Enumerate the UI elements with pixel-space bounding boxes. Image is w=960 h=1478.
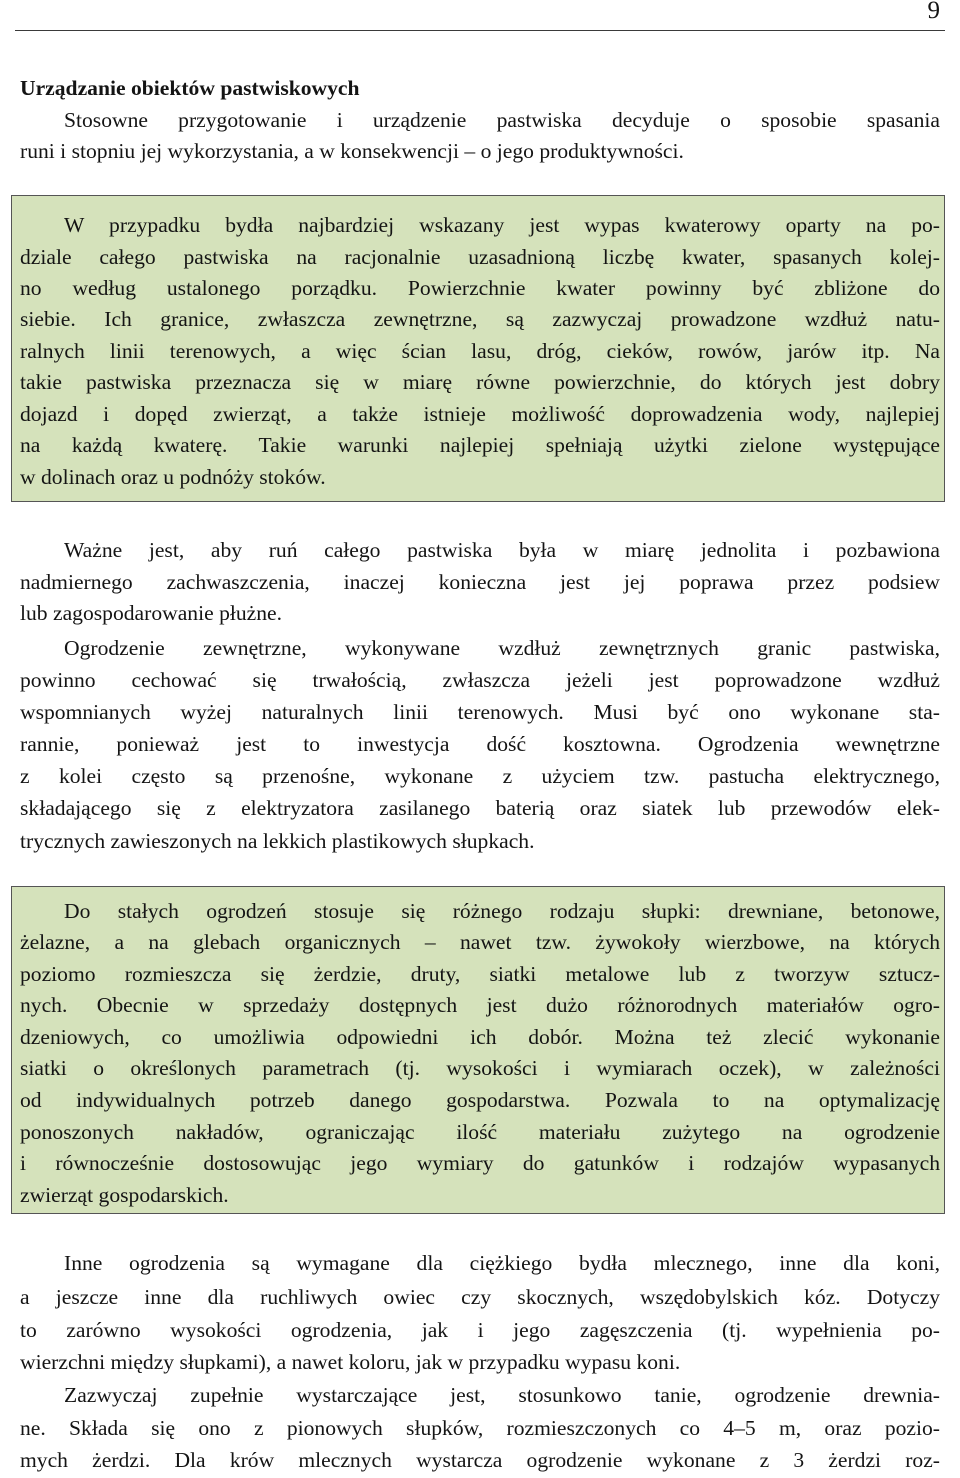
text-line: powinno cechować się trwałością, zwłaszcza jeżeli jest poprowadzone wzdłuż [20, 668, 940, 692]
text-line: poziomo rozmieszcza się żerdzie, druty, siatki metalowe lub z tworzyw sztucz- [20, 962, 940, 986]
text-line: rannie, ponieważ jest to inwestycja dość kosztowna. Ogrodzenia wewnętrzne [20, 732, 940, 756]
text-line: Stosowne przygotowanie i urządzenie pastwiska decyduje o sposobie spasania [64, 108, 940, 132]
text-line: mych żerdzi. Dla krów mlecznych wystarcza ogrodzenie wykonane z 3 żerdzi roz- [20, 1448, 940, 1472]
text-line: trycznych zawieszonych na lekkich plastikowych słupkach. [20, 829, 535, 853]
text-line: z kolei często są przenośne, wykonane z użyciem tzw. pastucha elektrycznego, [20, 764, 940, 788]
text-line: od indywidualnych potrzeb danego gospodarstwa. Pozwala to na optymalizację [20, 1088, 940, 1112]
text-line: runi i stopniu jej wykorzystania, a w konsekwencji – o jego produktywności. [20, 139, 684, 163]
text-line: nadmiernego zachwaszczenia, inaczej konieczna jest jej poprawa przez podsiew [20, 570, 940, 594]
text-line: wspomnianych wyżej naturalnych linii terenowych. Musi być ono wykonane sta- [20, 700, 940, 724]
text-line: na każdą kwaterę. Takie warunki najlepiej spełniają użytki zielone występujące [20, 433, 940, 457]
text-line: takie pastwiska przeznacza się w miarę równe powierzchnie, do których jest dobry [20, 370, 940, 394]
text-line: Do stałych ogrodzeń stosuje się różnego rodzaju słupki: drewniane, betonowe, [64, 899, 940, 923]
text-line: Ogrodzenie zewnętrzne, wykonywane wzdłuż zewnętrznych granic pastwiska, [64, 636, 940, 660]
text-line: wierzchni między słupkami), a nawet koloru, jak w przypadku wypasu koni. [20, 1350, 681, 1374]
section-heading: Urządzanie obiektów pastwiskowych [20, 76, 360, 100]
text-line: to zarówno wysokości ogrodzenia, jak i jego zagęszczenia (tj. wypełnienia po- [20, 1318, 940, 1342]
text-line: dojazd i dopęd zwierząt, a także istnieje możliwość doprowadzenia wody, najlepiej [20, 402, 940, 426]
text-line: no według ustalonego porządku. Powierzchnie kwater powinny być zbliżone do [20, 276, 940, 300]
text-line: w dolinach oraz u podnóży stoków. [20, 465, 326, 489]
text-line: ralnych linii terenowych, a więc ścian lasu, dróg, cieków, rowów, jarów itp. Na [20, 339, 940, 363]
header-rule [15, 30, 945, 31]
text-line: i równocześnie dostosowując jego wymiary do gatunków i rodzajów wypasanych [20, 1151, 940, 1175]
text-line: nych. Obecnie w sprzedaży dostępnych jest dużo różnorodnych materiałów ogro- [20, 993, 940, 1017]
text-line: składającego się z elektryzatora zasilanego baterią oraz siatek lub przewodów elek- [20, 796, 940, 820]
text-line: siatki o określonych parametrach (tj. wysokości i wymiarach oczek), w zależności [20, 1056, 940, 1080]
text-line: ponoszonych nakładów, ograniczając ilość materiału zużytego na ogrodzenie [20, 1120, 940, 1144]
text-line: ne. Składa się ono z pionowych słupków, rozmieszczonych co 4–5 m, oraz pozio- [20, 1416, 940, 1440]
page-number: 9 [927, 0, 940, 24]
text-line: a jeszcze inne dla ruchliwych owiec czy skocznych, wszędobylskich kóz. Dotyczy [20, 1285, 940, 1309]
text-line: zwierząt gospodarskich. [20, 1183, 229, 1207]
text-line: dziale całego pastwiska na racjonalnie uzasadnioną liczbę kwater, spasanych kolej- [20, 245, 940, 269]
text-line: siebie. Ich granice, zwłaszcza zewnętrzne, są zazwyczaj prowadzone wzdłuż natu- [20, 307, 940, 331]
text-line: lub zagospodarowanie płużne. [20, 601, 283, 625]
text-line: Zazwyczaj zupełnie wystarczające jest, stosunkowo tanie, ogrodzenie drewnia- [64, 1383, 940, 1407]
text-line: dzeniowych, co umożliwia odpowiedni ich dobór. Można też zlecić wykonanie [20, 1025, 940, 1049]
text-line: Inne ogrodzenia są wymagane dla ciężkiego bydła mlecznego, inne dla koni, [64, 1251, 940, 1275]
text-line: Ważne jest, aby ruń całego pastwiska była w miarę jednolita i pozbawiona [64, 538, 940, 562]
text-line: W przypadku bydła najbardziej wskazany jest wypas kwaterowy oparty na po- [64, 213, 940, 237]
text-line: żelazne, a na glebach organicznych – nawet tzw. żywokoły wierzbowe, na których [20, 930, 940, 954]
